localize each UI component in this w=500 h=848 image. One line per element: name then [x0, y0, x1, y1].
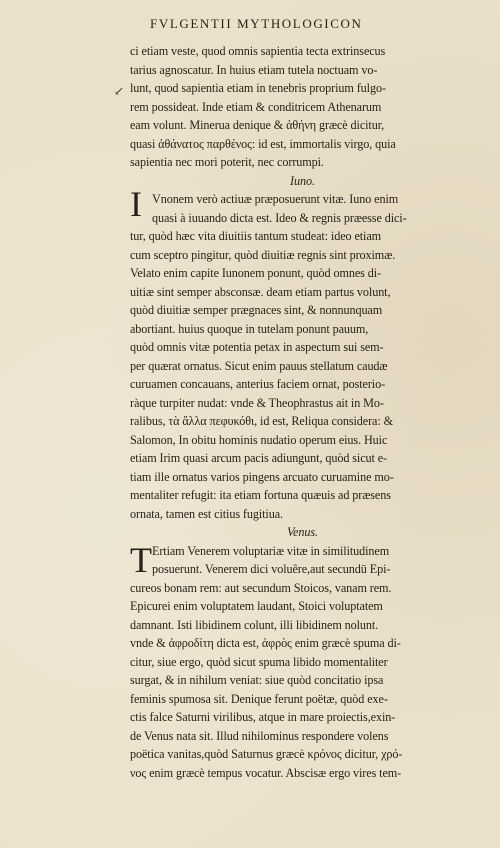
text-line: abortiant. huius quoque in tutelam ponunt pauum,	[130, 321, 369, 336]
section-heading-venus: Venus.	[287, 525, 318, 539]
running-head: FVLGENTII MYTHOLOGICON	[150, 16, 363, 31]
text-line: eam volunt. Minerua denique & ἀθήνη græcè dicitur,	[130, 118, 385, 132]
text-line: tiam ille ornatus varios pingens arcuato curuamine mo-	[130, 469, 394, 484]
text-line: Salomon, In obitu hominis nudatio operum eius. Huic	[130, 432, 388, 447]
text-line: de Venus nata sit. Illud nihilominus respondere volens	[130, 728, 389, 743]
text-line: quòd diuitiæ semper prægnaces sint, & nonnunquam	[130, 303, 383, 317]
text-line: quòd omnis vitæ potentia petax in aspectum sui sem-	[130, 340, 384, 354]
text-line: poëtica vanitas,quòd Saturnus græcè κρόνος dicitur, χρό-	[130, 747, 403, 761]
text-line: citur, siue ergo, quòd sicut spuma libido momentaliter	[130, 654, 388, 669]
text-line: ornata, tamen est citius fugitiua.	[130, 506, 283, 521]
text-line: uitiæ sint semper absconsæ. deam etiam partus volunt,	[130, 284, 391, 299]
text-line: quasi à iuuando dicta est. Ideo & regnis præesse dici-	[152, 210, 407, 225]
text-line: Velato enim capite Iunonem ponunt, quòd omnes di-	[130, 266, 381, 280]
text-line: sapientia nec mori poterit, nec corrumpi.	[130, 155, 324, 169]
text-line: ctis falce Saturni virilibus, atque in mare proiectis,exin-	[130, 710, 396, 724]
text-block	[130, 42, 475, 782]
dropcap-venus: T	[130, 540, 152, 580]
text-line: Vnonem verò actiuæ præposuerunt vitæ. Iuno enim	[152, 192, 399, 206]
text-line: rem possideat. Inde etiam & conditricem Athenarum	[130, 99, 382, 114]
text-line: cum sceptro pingitur, quòd diuitiæ regnis sint proximæ.	[130, 247, 396, 262]
text-line: cureos bonam rem: aut secundum Stoicos, vanam rem.	[130, 580, 392, 595]
text-line: feminis spumosa sit. Denique ferunt poëtæ, quòd exe-	[130, 691, 388, 706]
text-line: ràque turpiter nudat: vnde & Theophrastus ait in Mo-	[130, 395, 384, 410]
text-line: ci etiam veste, quod omnis sapientia tecta extrinsecus	[130, 44, 386, 58]
text-line: ralibus, τὰ ἄλλα πεφυκόθι, id est, Reliqua considera: &	[130, 414, 393, 428]
dropcap-iuno: I	[130, 184, 142, 224]
text-line: tarius agnoscatur. In huius etiam tutela noctuam vo-	[130, 62, 378, 77]
text-line: νος enim græcè tempus vocatur. Abscisæ ergo vires tem-	[130, 765, 402, 780]
text-line: per quærat ornatus. Sicut enim pauus stellatum caudæ	[130, 358, 388, 373]
text-line: etiam Irim quasi arcum pacis adiungunt, quòd sicut e-	[130, 451, 387, 465]
text-line: vnde & ἀφροδίτη dicta est, ἀφρὸς enim græcè spuma di-	[130, 636, 401, 650]
text-line: quasi ἀθάνατος παρθένος: id est, immortalis virgo, quia	[130, 136, 396, 151]
margin-mark: ↙	[114, 84, 125, 98]
text-line: tur, quòd hæc vita diuitiis tantum studeat: ideo etiam	[130, 229, 382, 243]
text-line: surgat, & in nihilum veniat: siue quòd concitatio ipsa	[130, 673, 384, 687]
text-line: lunt, quod sapientia etiam in tenebris proprium fulgo-	[130, 81, 386, 95]
text-line: posuerunt. Venerem dici voluêre,aut secundū Epi-	[152, 562, 391, 576]
section-heading-iuno: Iuno.	[290, 173, 315, 188]
text-line: Ertiam Venerem voluptariæ vitæ in similitudinem	[152, 543, 390, 558]
text-line: mentaliter refugit: ita etiam fortuna quæuis ad præsens	[130, 488, 391, 502]
text-line: Epicurei enim voluptatem laudant, Stoici voluptatem	[130, 599, 383, 613]
text-line: curuamen concauans, anterius faciem ornat, posterio-	[130, 377, 386, 391]
text-line: damnant. Isti libidinem colunt, illi libidinem nolunt.	[130, 617, 379, 632]
